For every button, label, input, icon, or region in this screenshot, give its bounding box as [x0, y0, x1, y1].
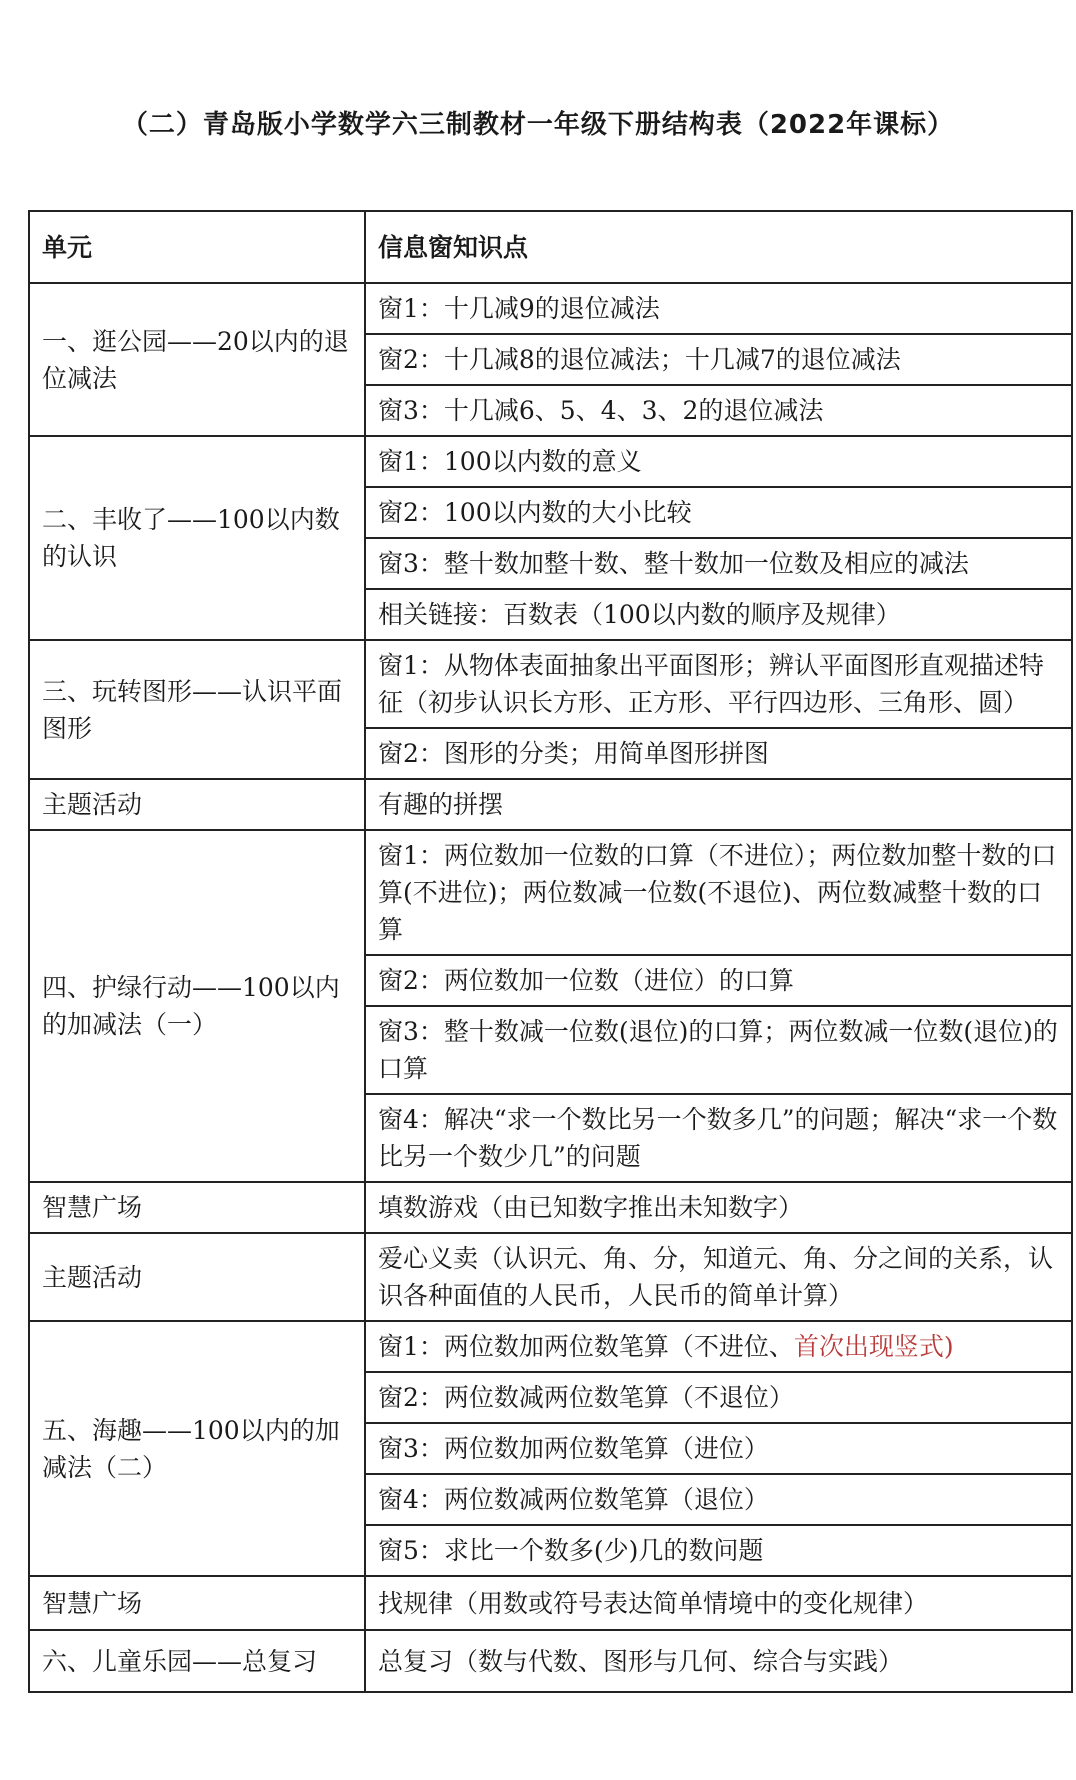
- highlight-text: 首次出现竖式): [793, 1332, 954, 1361]
- unit-cell: 六、儿童乐园——总复习: [29, 1630, 365, 1692]
- unit-cell: 主题活动: [29, 1233, 365, 1321]
- point-cell: 填数游戏（由已知数字推出未知数字）: [365, 1182, 1072, 1233]
- table-row: [29, 779, 1072, 830]
- point-cell: 窗2：两位数加一位数（进位）的口算: [365, 955, 1072, 1006]
- unit-cell: 智慧广场: [29, 1182, 365, 1233]
- table-header-row: [29, 211, 1072, 283]
- point-cell: 窗3：两位数加两位数笔算（进位）: [365, 1423, 1072, 1474]
- table-row: [29, 283, 1072, 334]
- point-cell: 窗3：整十数加整十数、整十数加一位数及相应的减法: [365, 538, 1072, 589]
- point-cell: 窗2：两位数减两位数笔算（不退位）: [365, 1372, 1072, 1423]
- unit-cell: 主题活动: [29, 779, 365, 830]
- header-points: 信息窗知识点: [365, 211, 1072, 283]
- table-row: [29, 1576, 1072, 1630]
- point-cell: 窗4：解决“求一个数比另一个数多几”的问题；解决“求一个数比另一个数少几”的问题: [365, 1094, 1072, 1182]
- point-cell: 窗1：从物体表面抽象出平面图形；辨认平面图形直观描述特征（初步认识长方形、正方形、平行四边形、三角形、圆）: [365, 640, 1072, 728]
- point-cell: 总复习（数与代数、图形与几何、综合与实践）: [365, 1630, 1072, 1692]
- point-cell: 窗3：整十数减一位数(退位)的口算；两位数减一位数(退位)的口算: [365, 1006, 1072, 1094]
- table-row: [29, 1182, 1072, 1233]
- structure-table: [28, 210, 1073, 1693]
- table-row: [29, 830, 1072, 955]
- point-cell: 有趣的拼摆: [365, 779, 1072, 830]
- point-cell: 窗4：两位数减两位数笔算（退位）: [365, 1474, 1072, 1525]
- table-row: [29, 1233, 1072, 1321]
- point-cell: 窗1：十几减9的退位减法: [365, 283, 1072, 334]
- header-unit: 单元: [29, 211, 365, 283]
- point-cell: 窗1：100以内数的意义: [365, 436, 1072, 487]
- table-row: [29, 436, 1072, 487]
- unit-cell: 一、逛公园——20以内的退位减法: [29, 283, 365, 436]
- point-cell: 窗5：求比一个数多(少)几的数问题: [365, 1525, 1072, 1576]
- point-cell: 窗2：100以内数的大小比较: [365, 487, 1072, 538]
- point-cell: 窗1：两位数加一位数的口算（不进位）；两位数加整十数的口算(不进位)；两位数减一位数(不退位)、两位数减整十数的口算: [365, 830, 1072, 955]
- point-cell: 窗3：十几减6、5、4、3、2的退位减法: [365, 385, 1072, 436]
- point-cell: 窗2：图形的分类；用简单图形拼图: [365, 728, 1072, 779]
- unit-cell: 四、护绿行动——100以内的加减法（一）: [29, 830, 365, 1182]
- point-cell: 找规律（用数或符号表达简单情境中的变化规律）: [365, 1576, 1072, 1630]
- point-cell: [365, 1321, 1072, 1372]
- unit-cell: 智慧广场: [29, 1576, 365, 1630]
- point-cell: 相关链接：百数表（100以内数的顺序及规律）: [365, 589, 1072, 640]
- point-cell: 窗2：十几减8的退位减法；十几减7的退位减法: [365, 334, 1072, 385]
- point-cell: 爱心义卖（认识元、角、分，知道元、角、分之间的关系，认识各种面值的人民币，人民币的简单计算）: [365, 1233, 1072, 1321]
- point-text: 窗1：两位数加两位数笔算（不进位、: [378, 1332, 794, 1361]
- unit-cell: 二、丰收了——100以内数的认识: [29, 436, 365, 640]
- table-row: [29, 1321, 1072, 1372]
- unit-cell: 五、海趣——100以内的加减法（二）: [29, 1321, 365, 1576]
- table-row: [29, 1630, 1072, 1692]
- page-title: （二）青岛版小学数学六三制教材一年级下册结构表（2022年课标）: [121, 110, 955, 140]
- unit-cell: 三、玩转图形——认识平面图形: [29, 640, 365, 779]
- table-row: [29, 640, 1072, 728]
